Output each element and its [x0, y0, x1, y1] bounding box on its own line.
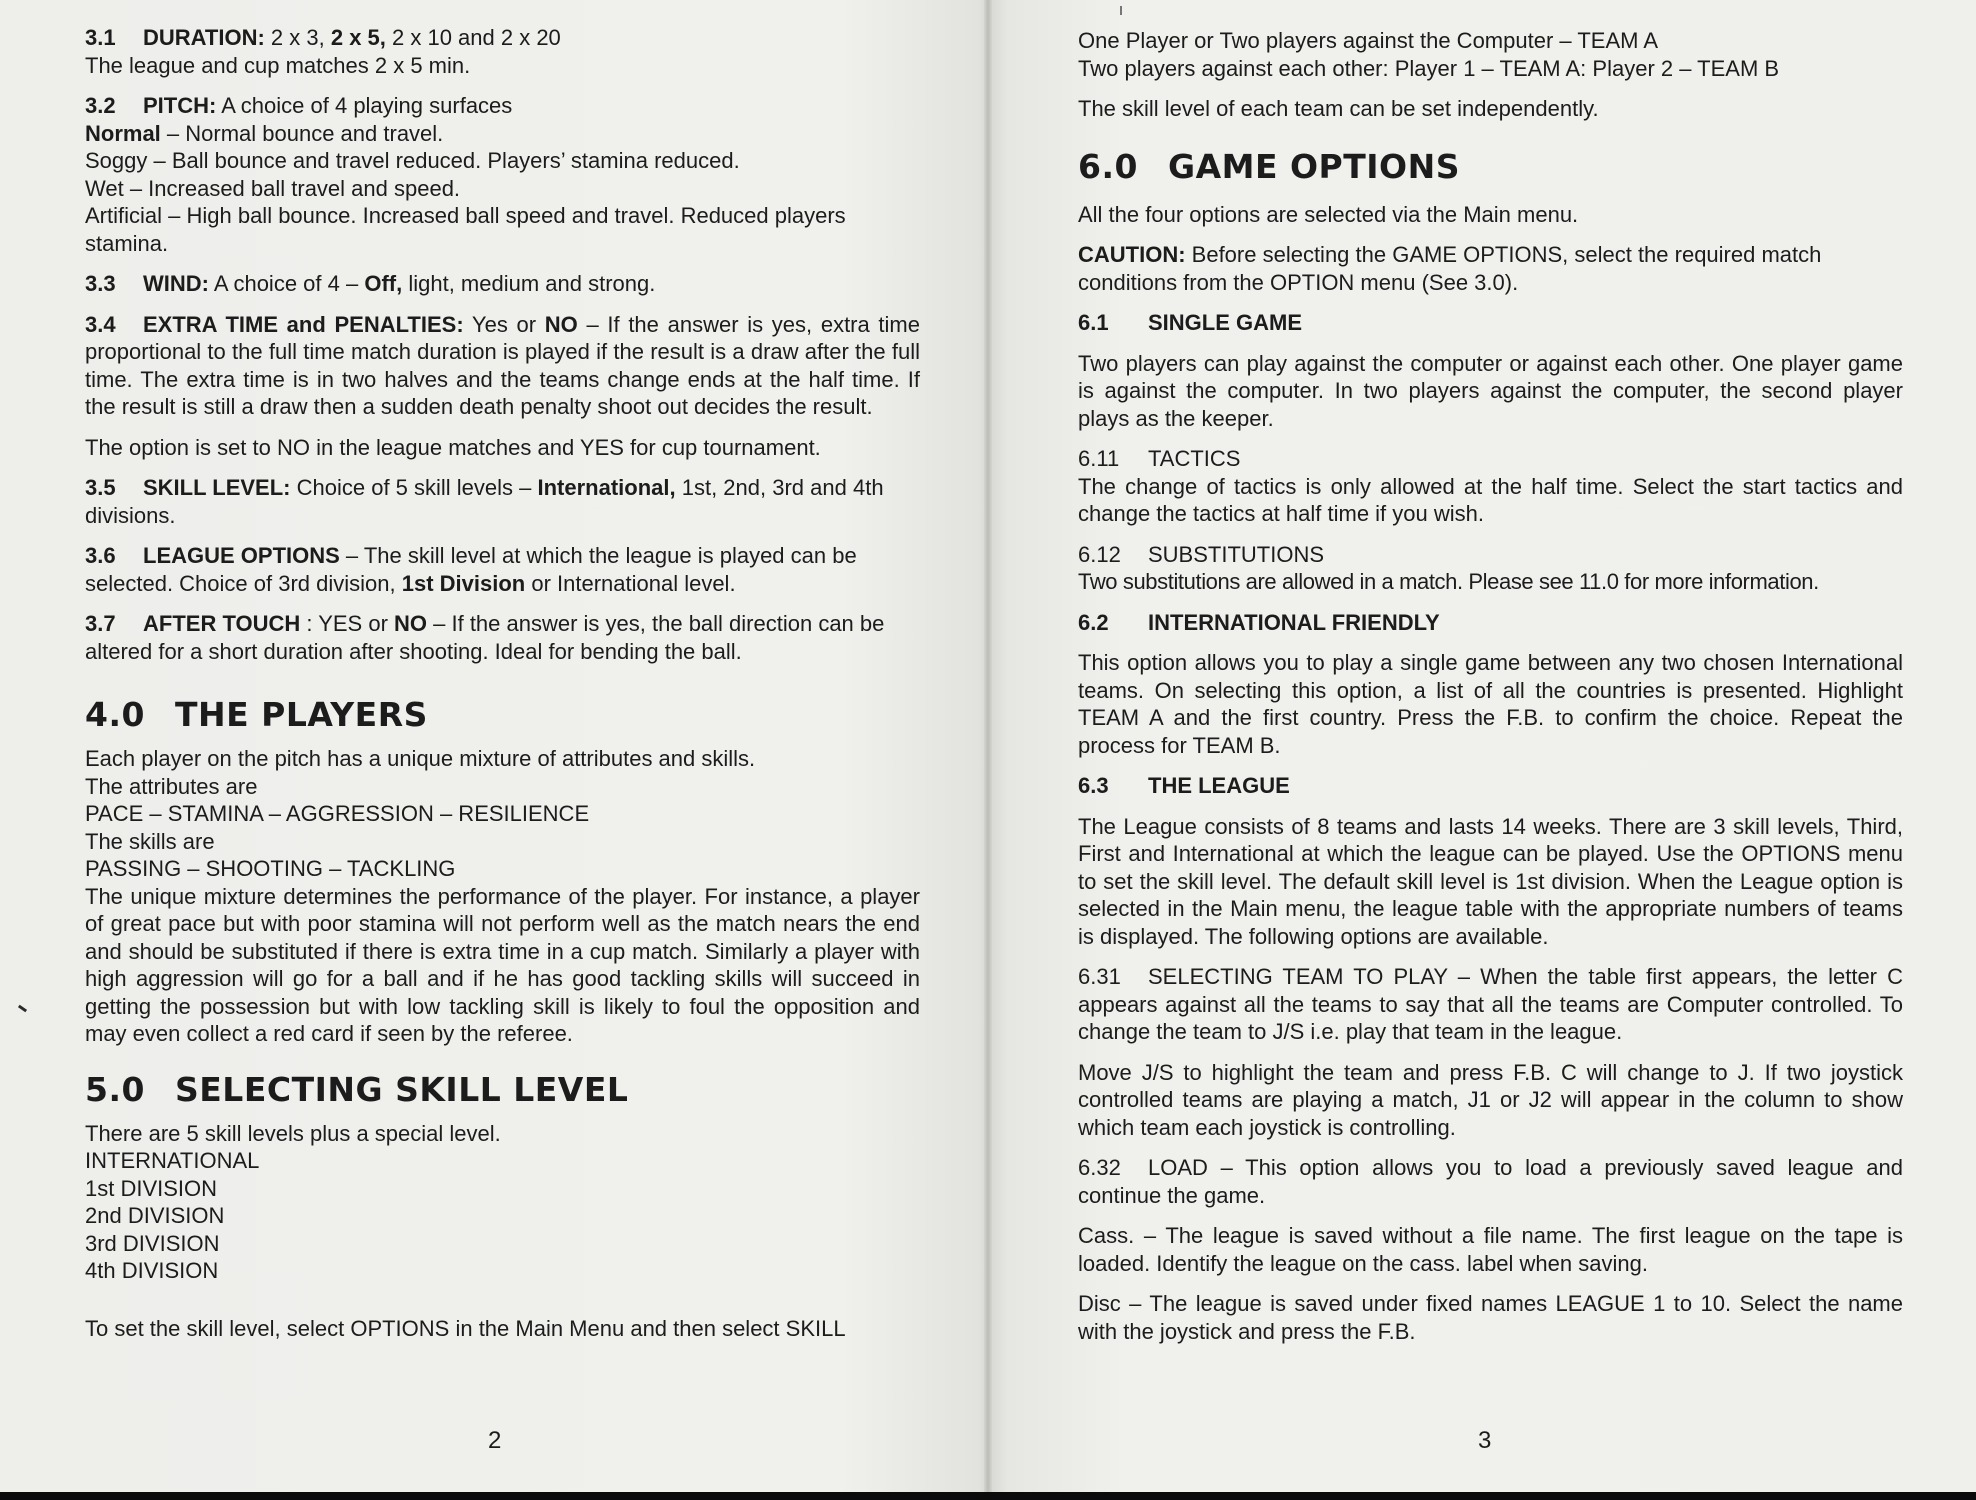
section-title: THE LEAGUE: [1148, 773, 1290, 798]
section-title: INTERNATIONAL FRIENDLY: [1148, 609, 1440, 635]
right-column: [1078, 0, 1903, 1345]
section-title: WIND:: [143, 271, 209, 296]
section-6-32: [1078, 1154, 1903, 1209]
left-column: [85, 0, 920, 1342]
page-number-left: 2: [488, 1427, 502, 1454]
text: or International level.: [525, 570, 736, 596]
text: – The skill level at which the league is played can be selected. Choice of 3rd division,: [85, 543, 857, 596]
section-number: 3.1: [85, 25, 116, 50]
section-number: 6.11: [1078, 446, 1120, 471]
options-intro: All the four options are selected via the Main menu.: [1078, 201, 1579, 227]
players-line: The skills are: [85, 828, 215, 854]
caution-label: CAUTION:: [1078, 242, 1186, 267]
players-line: PASSING – SHOOTING – TACKLING: [85, 856, 456, 881]
pitch-soggy: Soggy – Ball bounce and travel reduced. Players’ stamina reduced.: [85, 148, 740, 173]
section-6-31: [1078, 963, 1903, 1046]
section-number: 3.4: [85, 311, 116, 337]
text: 1st, 2nd, 3rd and 4th divisions.: [85, 475, 884, 528]
league-text: The League consists of 8 teams and lasts 14 weeks. There are 3 skill levels, Third, First and International at which the league can be played. Use the OPTIONS menu to set the skill level. The default skill level is 1st division. When the League option is selected in the Main menu, the league table with the appropriate numbers of teams is displayed. The following options are available.: [1078, 813, 1903, 949]
text: – Normal bounce and travel.: [160, 120, 444, 146]
section-text: LOAD – This option allows you to load a previously saved league and continue the game.: [1078, 1155, 1903, 1208]
text: Choice of 5 skill levels –: [290, 475, 538, 500]
section-text: SELECTING TEAM TO PLAY – When the table first appears, the letter C appears against all the teams to say that all the teams are Computer controlled. To change the team to J/S i.e. play that team in the league.: [1078, 964, 1903, 1044]
book-gutter: [984, 0, 992, 1492]
text: 2 x 10 and 2 x 20: [385, 25, 561, 50]
section-6-3: [1078, 772, 1903, 800]
disc-text: Disc – The league is saved under fixed names LEAGUE 1 to 10. Select the name with the joystick and press the F.B.: [1078, 1291, 1903, 1344]
pitch-wet: Wet – Increased ball travel and speed.: [85, 175, 461, 201]
text-bold: 1st Division: [401, 570, 526, 596]
text-bold: Normal: [85, 120, 161, 146]
section-3-6: [85, 542, 920, 597]
text: : YES or: [300, 611, 395, 636]
text: 2 x 3,: [264, 25, 331, 50]
section-number: 6.3: [1078, 773, 1109, 798]
pitch-normal: [85, 120, 920, 148]
skill-level-item: 1st DIVISION: [85, 1175, 218, 1201]
skill-intro: There are 5 skill levels plus a special level.: [85, 1120, 501, 1146]
tactics-text: The change of tactics is only allowed at the half time. Select the start tactics and change the tactics at half time if you wish.: [1078, 473, 1903, 526]
skill-level-item: 4th DIVISION: [85, 1258, 219, 1283]
text-bold: NO: [544, 311, 578, 337]
team-skill-note: The skill level of each team can be set independently.: [1078, 96, 1599, 121]
heading-number: 5.0: [85, 1069, 145, 1109]
team-line: Two players against each other: Player 1 – TEAM A: Player 2 – TEAM B: [1078, 55, 1780, 81]
page-number-right: 3: [1478, 1427, 1492, 1454]
section-title: TACTICS: [1148, 446, 1241, 471]
skill-level-item: 3rd DIVISION: [85, 1230, 220, 1256]
section-number: 6.2: [1078, 609, 1109, 635]
section-title: SUBSTITUTIONS: [1148, 541, 1325, 567]
cass-text: Cass. – The league is saved without a file name. The first league on the tape is loaded. Identify the league on the cass. label when saving.: [1078, 1223, 1903, 1276]
section-number: 6.1: [1078, 310, 1109, 335]
text-bold: 2 x 5,: [330, 25, 386, 50]
section-3-4: [85, 311, 920, 421]
heading-title: THE PLAYERS: [175, 695, 428, 734]
extra-time-note: The option is set to NO in the league matches and YES for cup tournament.: [85, 434, 821, 460]
duration-note: The league and cup matches 2 x 5 min.: [85, 52, 471, 78]
section-title: LEAGUE OPTIONS: [143, 543, 340, 568]
section-6-1: [1078, 309, 1903, 337]
skill-level-list: [85, 1147, 920, 1285]
text: Yes or: [463, 311, 545, 337]
heading-5-0: [85, 1070, 920, 1110]
pitch-artificial: Artificial – High ball bounce. Increased ball speed and travel. Reduced players stamina.: [85, 203, 846, 256]
heading-number: 4.0: [85, 695, 145, 734]
heading-number: 6.0: [1078, 146, 1138, 186]
text: light, medium and strong.: [402, 271, 656, 296]
team-line: One Player or Two players against the Computer – TEAM A: [1078, 28, 1659, 53]
section-3-3: [85, 270, 920, 298]
heading-title: GAME OPTIONS: [1168, 146, 1460, 186]
section-3-7: [85, 610, 920, 665]
move-js-text: Move J/S to highlight the team and press F.B. C will change to J. If two joystick controlled teams are playing a match, J1 or J2 will appear in the column to show which team each joystick is controlling.: [1078, 1059, 1903, 1140]
section-title: SKILL LEVEL:: [143, 475, 291, 500]
text: – If the answer is yes, extra time proportional to the full time match duration is played if the result is a draw after the full time. The extra time is in two halves and the teams change ends at the half time. If the result is still a draw then a sudden death penalty shoot out decides the result.: [85, 311, 920, 419]
section-6-12: [1078, 541, 1903, 569]
section-6-2: [1078, 609, 1903, 637]
section-title: AFTER TOUCH: [143, 611, 301, 636]
section-number: 3.7: [85, 611, 116, 636]
section-title: EXTRA TIME and PENALTIES:: [143, 311, 464, 337]
caution-text: Before selecting the GAME OPTIONS, select the required match conditions from the OPTION menu (See 3.0).: [1078, 242, 1822, 295]
caution-note: [1078, 241, 1903, 296]
section-number: 3.5: [85, 475, 116, 500]
section-number: 6.12: [1078, 541, 1121, 567]
section-6-11: [1078, 445, 1903, 473]
text: A choice of 4 –: [208, 271, 365, 296]
heading-4-0: [85, 695, 920, 735]
section-3-5: [85, 474, 920, 529]
text: – If the answer is yes, the ball direction can be altered for a short duration after shooting. Ideal for bending the ball.: [85, 611, 885, 664]
section-3-1: [85, 24, 920, 52]
text-bold: International,: [537, 475, 676, 500]
heading-title: SELECTING SKILL LEVEL: [175, 1069, 629, 1109]
section-title: DURATION:: [143, 25, 265, 50]
substitutions-text: Two substitutions are allowed in a match. Please see 11.0 for more information.: [1078, 569, 1819, 594]
heading-6-0: [1078, 147, 1903, 187]
single-game-text: Two players can play against the computer or against each other. One player game is against the computer. In two players against the computer, the second player plays as the keeper.: [1078, 350, 1903, 431]
text: A choice of 4 playing surfaces: [216, 93, 513, 118]
scan-edge: [0, 1492, 1976, 1500]
skill-level-item: INTERNATIONAL: [85, 1148, 260, 1173]
section-title: SINGLE GAME: [1148, 310, 1303, 335]
text-bold: NO: [394, 611, 428, 636]
skill-level-item: 2nd DIVISION: [85, 1203, 225, 1228]
skill-outro: To set the skill level, select OPTIONS in the Main Menu and then select SKILL: [85, 1315, 846, 1341]
section-3-2: [85, 92, 920, 120]
friendly-text: This option allows you to play a single game between any two chosen International teams. On selecting this option, a list of all the countries is presented. Highlight TEAM A and the first country. Press the F.B. to confirm the choice. Repeat the process for TEAM B.: [1078, 650, 1903, 758]
section-number: 6.31: [1078, 964, 1121, 989]
section-number: 6.32: [1078, 1155, 1121, 1180]
players-line: The attributes are: [85, 773, 258, 799]
text-bold: Off,: [364, 271, 403, 296]
players-paragraph: The unique mixture determines the performance of the player. For instance, a player of great pace but with poor stamina will not perform well as the match nears the end and should be substituted if there is extra time in a cup match. Similarly a player with high aggression will go for a ball and if he has good tackling skills will succeed in getting the possession but with low tackling skill is likely to foul the opposition and may even collect a red card if seen by the referee.: [85, 883, 920, 1046]
players-line: Each player on the pitch has a unique mixture of attributes and skills.: [85, 746, 756, 771]
section-title: PITCH:: [143, 93, 217, 118]
players-line: PACE – STAMINA – AGGRESSION – RESILIENCE: [85, 801, 590, 826]
section-number: 3.3: [85, 271, 116, 296]
section-number: 3.6: [85, 543, 116, 568]
section-number: 3.2: [85, 93, 116, 118]
